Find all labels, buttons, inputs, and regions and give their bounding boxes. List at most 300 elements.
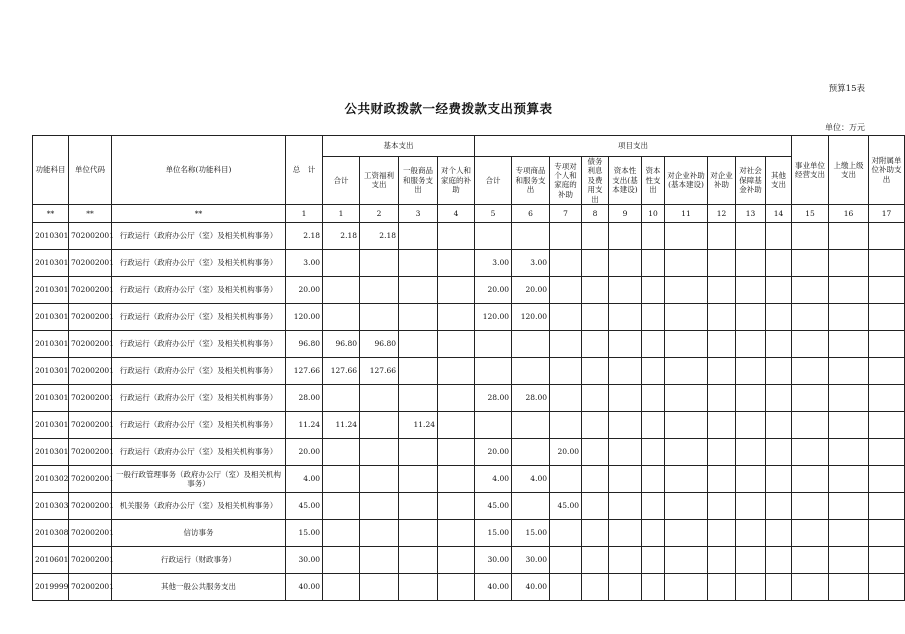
- empty-cell: [736, 249, 766, 276]
- total-cell: 96.80: [286, 330, 323, 357]
- wage-cell: [360, 276, 399, 303]
- unit-code-cell: 702002001: [69, 249, 112, 276]
- empty-cell: [792, 303, 829, 330]
- empty-cell: [708, 357, 736, 384]
- goods-cell: [399, 303, 438, 330]
- personal-cell: [438, 546, 475, 573]
- empty-cell: [582, 492, 609, 519]
- header-proj-social: 对社会保障基金补助: [736, 157, 766, 205]
- empty-cell: [609, 465, 642, 492]
- empty-cell: [829, 438, 869, 465]
- empty-cell: [766, 222, 792, 249]
- header-proj-enterprise: 对企业补助: [708, 157, 736, 205]
- page-title: 公共财政拨款一经费拨款支出预算表: [344, 101, 553, 116]
- header-unit-code: 单位代码: [69, 136, 112, 205]
- empty-cell: [609, 438, 642, 465]
- table-row: [33, 492, 905, 519]
- empty-cell: [829, 276, 869, 303]
- total-cell: 15.00: [286, 519, 323, 546]
- empty-cell: [642, 411, 665, 438]
- unit-name-cell: 行政运行（政府办公厅（室）及相关机构事务）: [112, 249, 286, 276]
- unit-name-cell: 行政运行（政府办公厅（室）及相关机构事务）: [112, 384, 286, 411]
- wage-cell: 127.66: [360, 357, 399, 384]
- index-cell: 14: [766, 204, 792, 222]
- empty-cell: [642, 465, 665, 492]
- goods-cell: [399, 276, 438, 303]
- proj-goods-cell: [512, 492, 550, 519]
- proj-sum-cell: 45.00: [475, 492, 512, 519]
- empty-cell: [792, 357, 829, 384]
- unit-code-cell: 702002001: [69, 519, 112, 546]
- proj-sum-cell: [475, 411, 512, 438]
- func-code-cell: 2010308: [33, 519, 69, 546]
- index-row: [33, 204, 905, 222]
- unit-name-cell: 行政运行（政府办公厅（室）及相关机构事务）: [112, 330, 286, 357]
- unit-code-cell: 702002001: [69, 357, 112, 384]
- empty-cell: [642, 276, 665, 303]
- empty-cell: [665, 330, 708, 357]
- proj-goods-cell: [512, 438, 550, 465]
- table-row: [33, 573, 905, 600]
- empty-cell: [869, 546, 905, 573]
- goods-cell: [399, 438, 438, 465]
- personal-cell: [438, 249, 475, 276]
- empty-cell: [582, 546, 609, 573]
- total-cell: 11.24: [286, 411, 323, 438]
- empty-cell: [792, 249, 829, 276]
- total-cell: 45.00: [286, 492, 323, 519]
- unit-name-cell: 行政运行（政府办公厅（室）及相关机构事务）: [112, 276, 286, 303]
- func-code-cell: 2010301: [33, 357, 69, 384]
- index-cell: 3: [399, 204, 438, 222]
- empty-cell: [609, 546, 642, 573]
- basic-sum-cell: 96.80: [323, 330, 360, 357]
- proj-personal-cell: [550, 573, 582, 600]
- goods-cell: [399, 222, 438, 249]
- empty-cell: [792, 492, 829, 519]
- index-cell: 12: [708, 204, 736, 222]
- index-cell: 2: [360, 204, 399, 222]
- empty-cell: [582, 357, 609, 384]
- empty-cell: [609, 384, 642, 411]
- personal-cell: [438, 519, 475, 546]
- proj-personal-cell: [550, 411, 582, 438]
- empty-cell: [869, 438, 905, 465]
- proj-personal-cell: 20.00: [550, 438, 582, 465]
- personal-cell: [438, 384, 475, 411]
- personal-cell: [438, 330, 475, 357]
- goods-cell: [399, 330, 438, 357]
- wage-cell: [360, 384, 399, 411]
- index-cell: 8: [582, 204, 609, 222]
- header-proj-personal: 专项对个人和家庭的补助: [550, 157, 582, 205]
- empty-cell: [665, 465, 708, 492]
- empty-cell: [766, 276, 792, 303]
- proj-goods-cell: [512, 357, 550, 384]
- goods-cell: [399, 465, 438, 492]
- proj-sum-cell: 4.00: [475, 465, 512, 492]
- empty-cell: [736, 411, 766, 438]
- empty-cell: [708, 411, 736, 438]
- empty-cell: [665, 573, 708, 600]
- goods-cell: [399, 357, 438, 384]
- index-cell: 1: [323, 204, 360, 222]
- empty-cell: [869, 276, 905, 303]
- empty-cell: [708, 546, 736, 573]
- proj-goods-cell: 120.00: [512, 303, 550, 330]
- unit-code-cell: 702002001: [69, 492, 112, 519]
- basic-sum-cell: 2.18: [323, 222, 360, 249]
- empty-cell: [766, 546, 792, 573]
- proj-sum-cell: 3.00: [475, 249, 512, 276]
- empty-cell: [736, 276, 766, 303]
- empty-cell: [736, 573, 766, 600]
- func-code-cell: 2010301: [33, 438, 69, 465]
- total-cell: 3.00: [286, 249, 323, 276]
- proj-goods-cell: 20.00: [512, 276, 550, 303]
- header-project: 项目支出: [475, 136, 792, 157]
- func-code-cell: 2010301: [33, 411, 69, 438]
- empty-cell: [736, 303, 766, 330]
- empty-cell: [766, 330, 792, 357]
- index-cell: **: [112, 204, 286, 222]
- empty-cell: [766, 249, 792, 276]
- header-subsidiary: 对附属单位补助支出: [869, 136, 905, 205]
- table-row: [33, 411, 905, 438]
- empty-cell: [829, 519, 869, 546]
- index-cell: 1: [286, 204, 323, 222]
- proj-sum-cell: [475, 357, 512, 384]
- empty-cell: [869, 465, 905, 492]
- table-body: [33, 222, 905, 600]
- empty-cell: [829, 546, 869, 573]
- table-code-label: 预算15表: [828, 84, 865, 94]
- header-business: 事业单位经营支出: [792, 136, 829, 205]
- personal-cell: [438, 411, 475, 438]
- empty-cell: [609, 519, 642, 546]
- proj-personal-cell: [550, 249, 582, 276]
- proj-personal-cell: 45.00: [550, 492, 582, 519]
- empty-cell: [869, 384, 905, 411]
- empty-cell: [708, 384, 736, 411]
- unit-name-cell: 机关服务（政府办公厅（室）及相关机构事务）: [112, 492, 286, 519]
- header-basic: 基本支出: [323, 136, 475, 157]
- empty-cell: [708, 303, 736, 330]
- budget-table: [32, 135, 905, 601]
- table-row: [33, 276, 905, 303]
- empty-cell: [829, 492, 869, 519]
- empty-cell: [829, 249, 869, 276]
- empty-cell: [869, 249, 905, 276]
- empty-cell: [792, 438, 829, 465]
- goods-cell: [399, 249, 438, 276]
- empty-cell: [642, 546, 665, 573]
- func-code-cell: 2010301: [33, 384, 69, 411]
- empty-cell: [792, 519, 829, 546]
- basic-sum-cell: [323, 519, 360, 546]
- basic-sum-cell: [323, 546, 360, 573]
- goods-cell: 11.24: [399, 411, 438, 438]
- empty-cell: [665, 303, 708, 330]
- proj-sum-cell: 15.00: [475, 519, 512, 546]
- empty-cell: [736, 546, 766, 573]
- empty-cell: [642, 384, 665, 411]
- empty-cell: [869, 303, 905, 330]
- wage-cell: 2.18: [360, 222, 399, 249]
- empty-cell: [665, 492, 708, 519]
- empty-cell: [642, 303, 665, 330]
- proj-goods-cell: 4.00: [512, 465, 550, 492]
- basic-sum-cell: [323, 492, 360, 519]
- header-basic-sum: 合计: [323, 157, 360, 205]
- empty-cell: [708, 438, 736, 465]
- func-code-cell: 2010302: [33, 465, 69, 492]
- header-proj-debt: 债务利息及费用支出: [582, 157, 609, 205]
- empty-cell: [869, 357, 905, 384]
- empty-cell: [642, 519, 665, 546]
- total-cell: 120.00: [286, 303, 323, 330]
- proj-personal-cell: [550, 222, 582, 249]
- header-total: 总 计: [286, 136, 323, 205]
- table-row: [33, 357, 905, 384]
- goods-cell: [399, 519, 438, 546]
- personal-cell: [438, 438, 475, 465]
- empty-cell: [642, 330, 665, 357]
- empty-cell: [582, 465, 609, 492]
- unit-name-cell: 行政运行（政府办公厅（室）及相关机构事务）: [112, 438, 286, 465]
- empty-cell: [792, 465, 829, 492]
- proj-personal-cell: [550, 330, 582, 357]
- wage-cell: [360, 465, 399, 492]
- total-cell: 4.00: [286, 465, 323, 492]
- unit-code-cell: 702002001: [69, 546, 112, 573]
- unit-label: 单位：万元: [825, 123, 865, 132]
- unit-name-cell: 行政运行（政府办公厅（室）及相关机构事务）: [112, 303, 286, 330]
- empty-cell: [642, 357, 665, 384]
- func-code-cell: 2010301: [33, 330, 69, 357]
- personal-cell: [438, 276, 475, 303]
- index-cell: 6: [512, 204, 550, 222]
- empty-cell: [736, 357, 766, 384]
- empty-cell: [665, 546, 708, 573]
- unit-code-cell: 702002001: [69, 222, 112, 249]
- empty-cell: [708, 249, 736, 276]
- wage-cell: [360, 411, 399, 438]
- empty-cell: [869, 411, 905, 438]
- proj-goods-cell: [512, 222, 550, 249]
- empty-cell: [869, 492, 905, 519]
- index-cell: 7: [550, 204, 582, 222]
- empty-cell: [582, 276, 609, 303]
- unit-code-cell: 702002001: [69, 330, 112, 357]
- proj-sum-cell: 30.00: [475, 546, 512, 573]
- header-unit-name: 单位名称(功能科目): [112, 136, 286, 205]
- basic-sum-cell: [323, 276, 360, 303]
- index-cell: 17: [869, 204, 905, 222]
- proj-sum-cell: [475, 222, 512, 249]
- proj-sum-cell: 20.00: [475, 438, 512, 465]
- unit-code-cell: 702002001: [69, 438, 112, 465]
- header-superior: 上缴上级支出: [829, 136, 869, 205]
- empty-cell: [792, 384, 829, 411]
- goods-cell: [399, 492, 438, 519]
- empty-cell: [708, 573, 736, 600]
- index-cell: 9: [609, 204, 642, 222]
- unit-name-cell: 其他一般公共服务支出: [112, 573, 286, 600]
- personal-cell: [438, 222, 475, 249]
- table-row: [33, 438, 905, 465]
- empty-cell: [642, 492, 665, 519]
- header-proj-sum: 合计: [475, 157, 512, 205]
- proj-personal-cell: [550, 546, 582, 573]
- index-cell: 4: [438, 204, 475, 222]
- table-row: [33, 465, 905, 492]
- unit-name-cell: 信访事务: [112, 519, 286, 546]
- proj-sum-cell: [475, 330, 512, 357]
- empty-cell: [766, 357, 792, 384]
- empty-cell: [766, 384, 792, 411]
- empty-cell: [766, 573, 792, 600]
- empty-cell: [609, 330, 642, 357]
- empty-cell: [609, 222, 642, 249]
- empty-cell: [869, 222, 905, 249]
- empty-cell: [582, 519, 609, 546]
- basic-sum-cell: 11.24: [323, 411, 360, 438]
- empty-cell: [792, 573, 829, 600]
- goods-cell: [399, 573, 438, 600]
- empty-cell: [829, 573, 869, 600]
- empty-cell: [582, 249, 609, 276]
- empty-cell: [869, 519, 905, 546]
- wage-cell: 96.80: [360, 330, 399, 357]
- empty-cell: [736, 492, 766, 519]
- table-row: [33, 249, 905, 276]
- basic-sum-cell: [323, 303, 360, 330]
- empty-cell: [665, 411, 708, 438]
- total-cell: 20.00: [286, 276, 323, 303]
- empty-cell: [665, 357, 708, 384]
- header-proj-enterprise-build: 对企业补助(基本建设): [665, 157, 708, 205]
- unit-name-cell: 行政运行（政府办公厅（室）及相关机构事务）: [112, 357, 286, 384]
- empty-cell: [829, 357, 869, 384]
- empty-cell: [582, 222, 609, 249]
- basic-sum-cell: 127.66: [323, 357, 360, 384]
- empty-cell: [736, 384, 766, 411]
- table-row: [33, 222, 905, 249]
- proj-goods-cell: [512, 411, 550, 438]
- proj-goods-cell: 40.00: [512, 573, 550, 600]
- empty-cell: [642, 438, 665, 465]
- wage-cell: [360, 519, 399, 546]
- empty-cell: [792, 276, 829, 303]
- empty-cell: [736, 519, 766, 546]
- empty-cell: [708, 492, 736, 519]
- header-func-code: 功能科目: [33, 136, 69, 205]
- header-basic-goods: 一般商品和服务支出: [399, 157, 438, 205]
- empty-cell: [708, 276, 736, 303]
- empty-cell: [708, 222, 736, 249]
- unit-code-cell: 702002001: [69, 303, 112, 330]
- empty-cell: [792, 222, 829, 249]
- proj-personal-cell: [550, 303, 582, 330]
- proj-goods-cell: 30.00: [512, 546, 550, 573]
- unit-name-cell: 一般行政管理事务（政府办公厅（室）及相关机构事务）: [112, 465, 286, 492]
- header-proj-other: 其他支出: [766, 157, 792, 205]
- total-cell: 127.66: [286, 357, 323, 384]
- empty-cell: [829, 411, 869, 438]
- header-basic-personal: 对个人和家庭的补助: [438, 157, 475, 205]
- empty-cell: [609, 276, 642, 303]
- empty-cell: [766, 519, 792, 546]
- header-proj-capital: 资本性支出: [642, 157, 665, 205]
- index-cell: 5: [475, 204, 512, 222]
- func-code-cell: 2010301: [33, 249, 69, 276]
- goods-cell: [399, 384, 438, 411]
- wage-cell: [360, 438, 399, 465]
- index-cell: 10: [642, 204, 665, 222]
- empty-cell: [665, 249, 708, 276]
- empty-cell: [609, 357, 642, 384]
- empty-cell: [609, 411, 642, 438]
- empty-cell: [609, 303, 642, 330]
- proj-sum-cell: 120.00: [475, 303, 512, 330]
- empty-cell: [582, 573, 609, 600]
- unit-code-cell: 702002001: [69, 573, 112, 600]
- empty-cell: [582, 438, 609, 465]
- empty-cell: [766, 303, 792, 330]
- table-row: [33, 546, 905, 573]
- empty-cell: [708, 519, 736, 546]
- empty-cell: [792, 546, 829, 573]
- proj-sum-cell: 40.00: [475, 573, 512, 600]
- index-cell: 16: [829, 204, 869, 222]
- total-cell: 28.00: [286, 384, 323, 411]
- func-code-cell: 2010303: [33, 492, 69, 519]
- basic-sum-cell: [323, 438, 360, 465]
- proj-goods-cell: 15.00: [512, 519, 550, 546]
- empty-cell: [792, 411, 829, 438]
- unit-name-cell: 行政运行（政府办公厅（室）及相关机构事务）: [112, 222, 286, 249]
- empty-cell: [582, 330, 609, 357]
- goods-cell: [399, 546, 438, 573]
- empty-cell: [582, 411, 609, 438]
- proj-goods-cell: 28.00: [512, 384, 550, 411]
- empty-cell: [869, 330, 905, 357]
- table-row: [33, 384, 905, 411]
- personal-cell: [438, 465, 475, 492]
- basic-sum-cell: [323, 384, 360, 411]
- unit-code-cell: 702002001: [69, 465, 112, 492]
- proj-personal-cell: [550, 519, 582, 546]
- empty-cell: [665, 222, 708, 249]
- empty-cell: [642, 573, 665, 600]
- proj-goods-cell: [512, 330, 550, 357]
- proj-goods-cell: 3.00: [512, 249, 550, 276]
- unit-code-cell: 702002001: [69, 276, 112, 303]
- basic-sum-cell: [323, 249, 360, 276]
- header-basic-wage: 工资福利支出: [360, 157, 399, 205]
- empty-cell: [736, 465, 766, 492]
- empty-cell: [609, 492, 642, 519]
- proj-personal-cell: [550, 384, 582, 411]
- empty-cell: [665, 276, 708, 303]
- empty-cell: [736, 438, 766, 465]
- table-row: [33, 303, 905, 330]
- unit-code-cell: 702002001: [69, 384, 112, 411]
- func-code-cell: 2010601: [33, 546, 69, 573]
- personal-cell: [438, 573, 475, 600]
- proj-personal-cell: [550, 357, 582, 384]
